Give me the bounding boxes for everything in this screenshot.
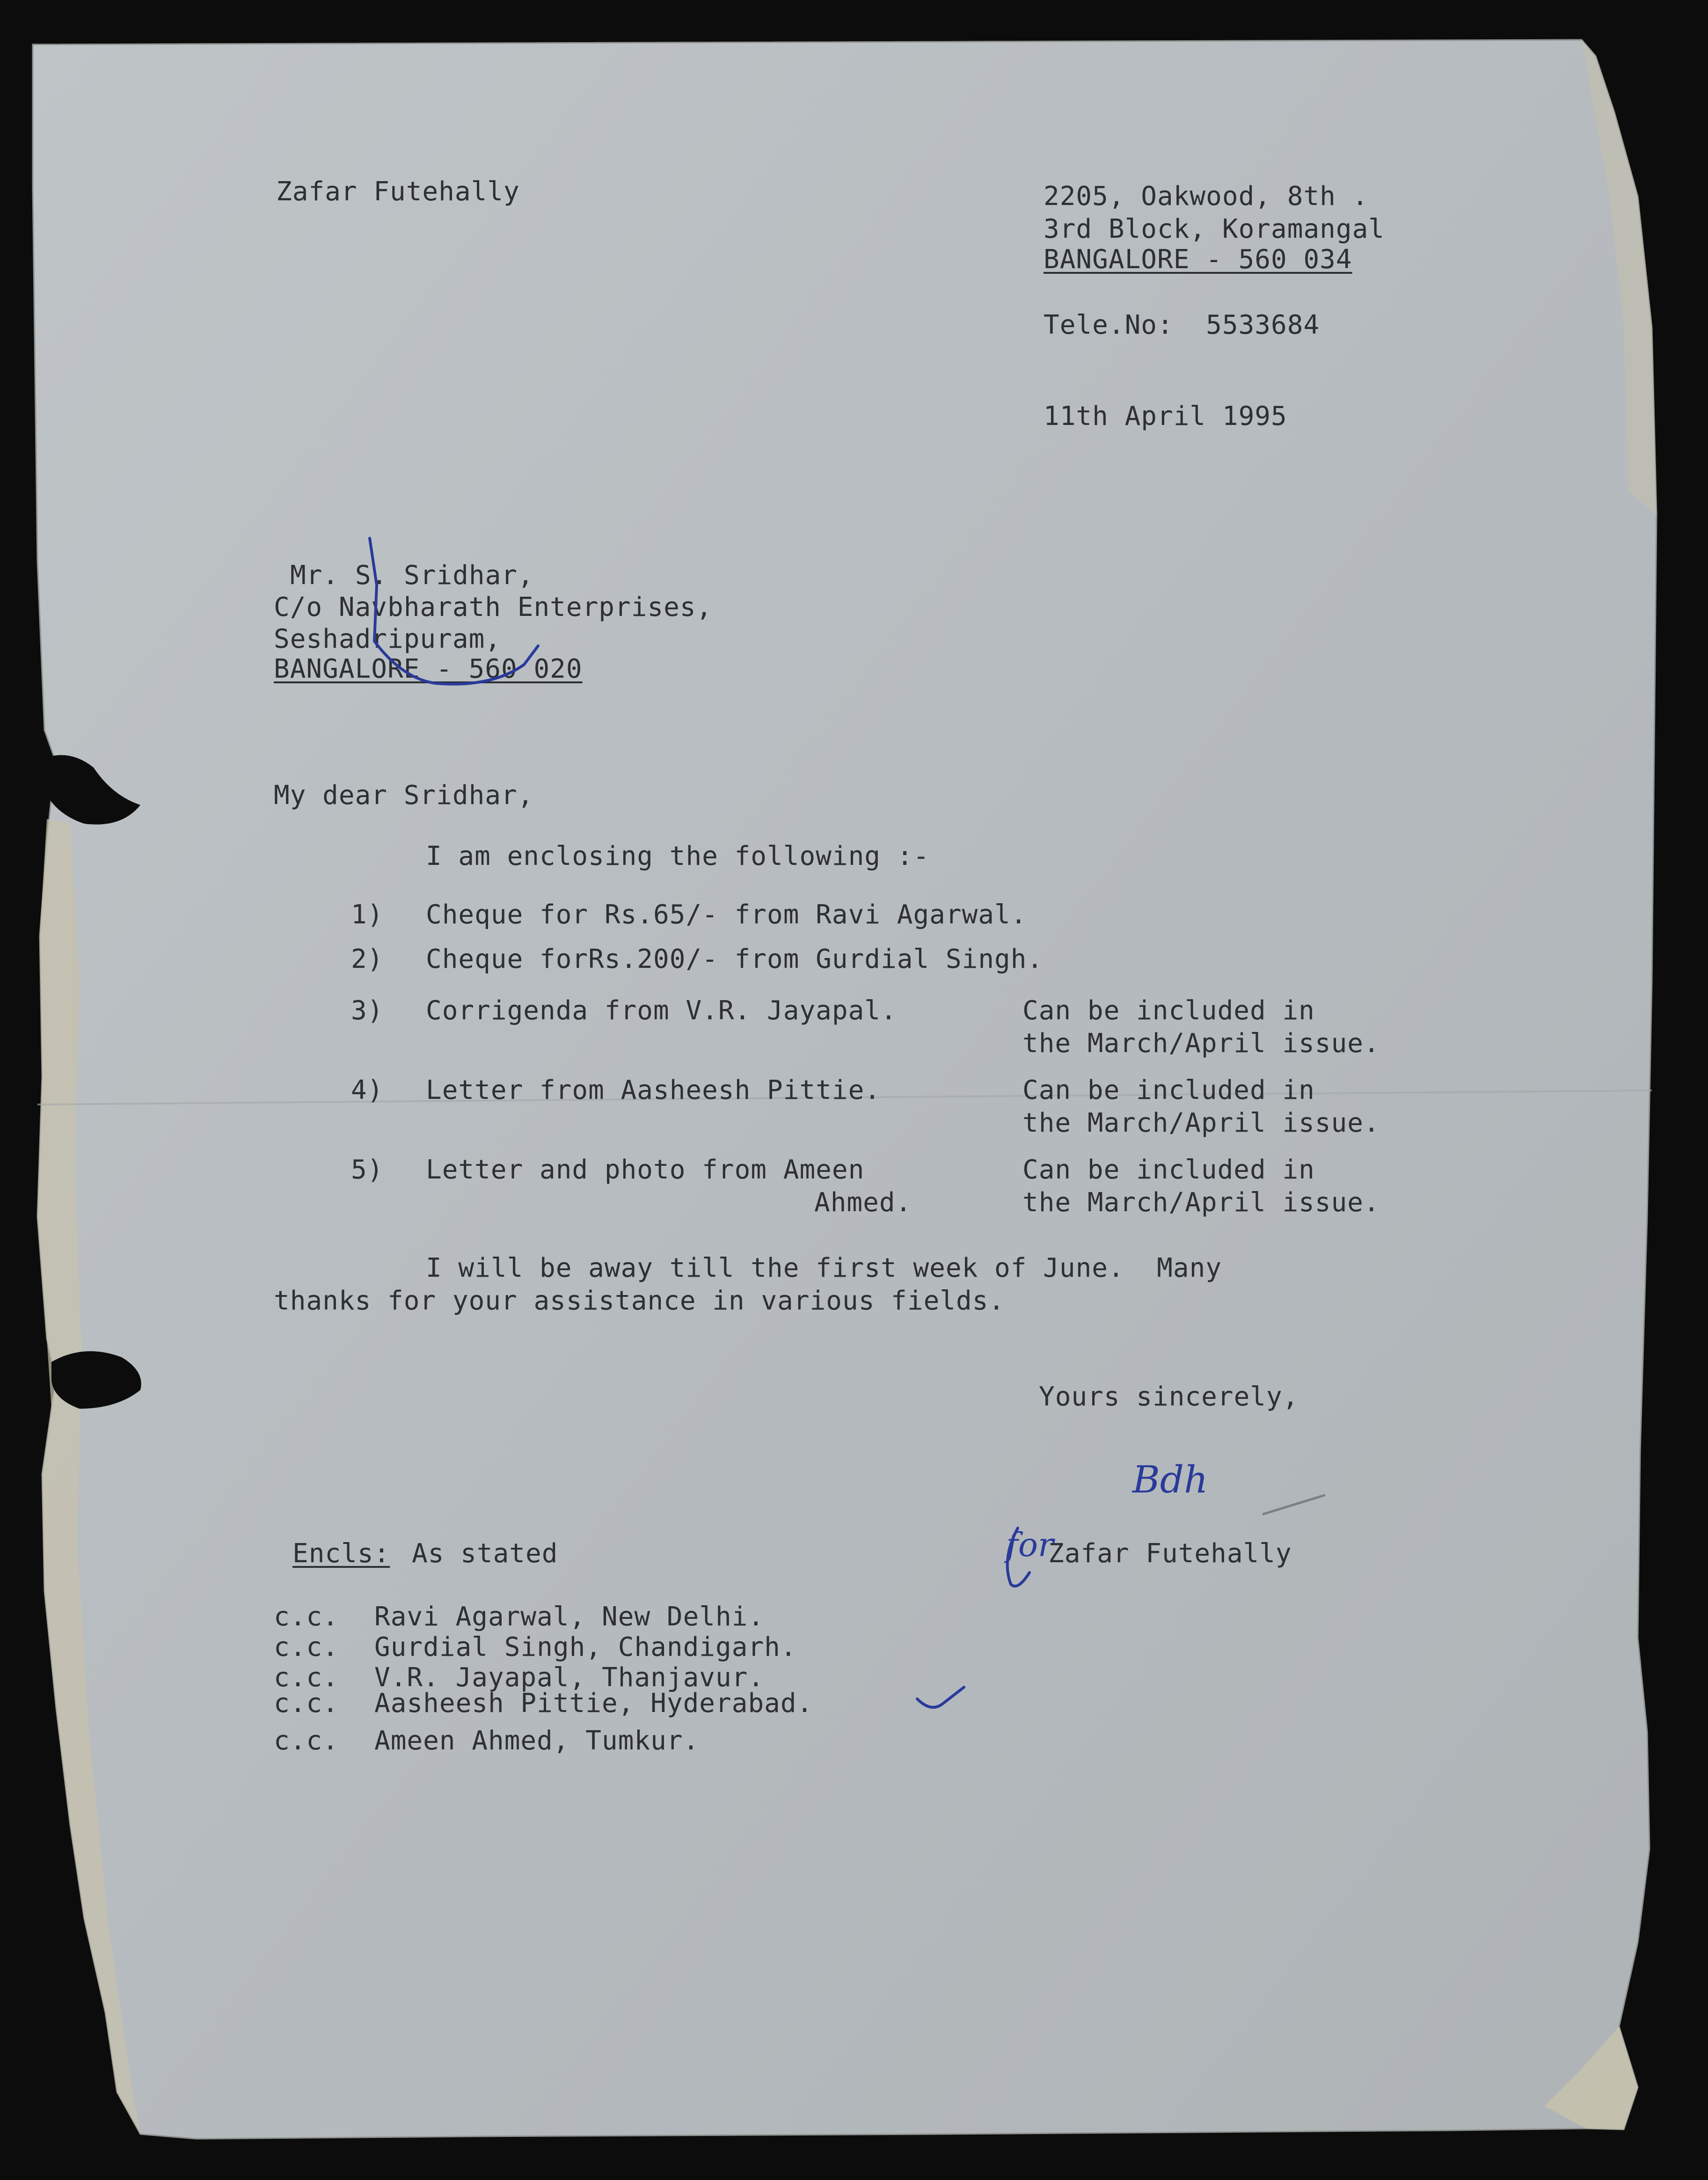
body-line2: thanks for your assistance in various fields.	[274, 1286, 1005, 1316]
item-note: the March/April issue.	[1022, 1187, 1380, 1218]
handwritten-initials: Bdh	[1132, 1458, 1208, 1501]
salutation: My dear Sridhar,	[274, 780, 534, 811]
handwritten-for: for	[1006, 1526, 1054, 1564]
intro-line: I am enclosing the following :-	[426, 841, 930, 871]
item-number: 2)	[351, 944, 384, 974]
sender-address-line2: 3rd Block, Koramangal	[1044, 214, 1385, 244]
item-text: Corrigenda from V.R. Jayapal.	[426, 995, 897, 1026]
signature-name: Zafar Futehally	[1048, 1538, 1292, 1569]
item-note: Can be included in	[1022, 1155, 1315, 1185]
cc-prefix: c.c.	[274, 1632, 339, 1662]
cc-name: Gurdial Singh, Chandigarh.	[374, 1632, 797, 1662]
item-number: 3)	[351, 995, 384, 1026]
sender-telephone: Tele.No: 5533684	[1044, 310, 1320, 340]
cc-name: V.R. Jayapal, Thanjavur.	[374, 1662, 765, 1693]
sender-name: Zafar Futehally	[276, 176, 520, 207]
item-number: 1)	[351, 900, 384, 930]
body-line1: I will be away till the first week of June. Many	[426, 1253, 1222, 1283]
cc-prefix: c.c.	[274, 1602, 339, 1632]
item-number: 5)	[351, 1155, 384, 1185]
recipient-line1: Mr. S. Sridhar,	[290, 560, 534, 591]
recipient-line3: Seshadripuram,	[274, 624, 502, 654]
sender-address-line1: 2205, Oakwood, 8th .	[1044, 181, 1369, 212]
recipient-line2: C/o Navbharath Enterprises,	[274, 592, 713, 622]
cc-name: Aasheesh Pittie, Hyderabad.	[374, 1688, 813, 1719]
enclosures-value: As stated	[412, 1538, 558, 1569]
cc-name: Ravi Agarwal, New Delhi.	[374, 1602, 765, 1632]
item-text: Cheque forRs.200/- from Gurdial Singh.	[426, 944, 1044, 974]
cc-name: Ameen Ahmed, Tumkur.	[374, 1726, 700, 1756]
item-text: Cheque for Rs.65/- from Ravi Agarwal.	[426, 900, 1027, 930]
item-note: Can be included in	[1022, 1075, 1315, 1105]
item-note: the March/April issue.	[1022, 1028, 1380, 1059]
sender-address-line3: BANGALORE - 560 034	[1044, 244, 1352, 275]
item-text: Letter from Aasheesh Pittie.	[426, 1075, 881, 1105]
item-text: Letter and photo from Ameen	[426, 1155, 865, 1185]
cc-prefix: c.c.	[274, 1726, 339, 1756]
item-number: 4)	[351, 1075, 384, 1105]
letter-date: 11th April 1995	[1044, 401, 1287, 432]
recipient-line4: BANGALORE - 560 020	[274, 654, 583, 684]
closing: Yours sincerely,	[1039, 1382, 1299, 1412]
cc-prefix: c.c.	[274, 1688, 339, 1719]
item-text-continued: Ahmed.	[814, 1187, 912, 1218]
item-note: the March/April issue.	[1022, 1108, 1380, 1138]
item-note: Can be included in	[1022, 995, 1315, 1026]
enclosures-label: Encls:	[292, 1538, 390, 1569]
cc-prefix: c.c.	[274, 1662, 339, 1693]
